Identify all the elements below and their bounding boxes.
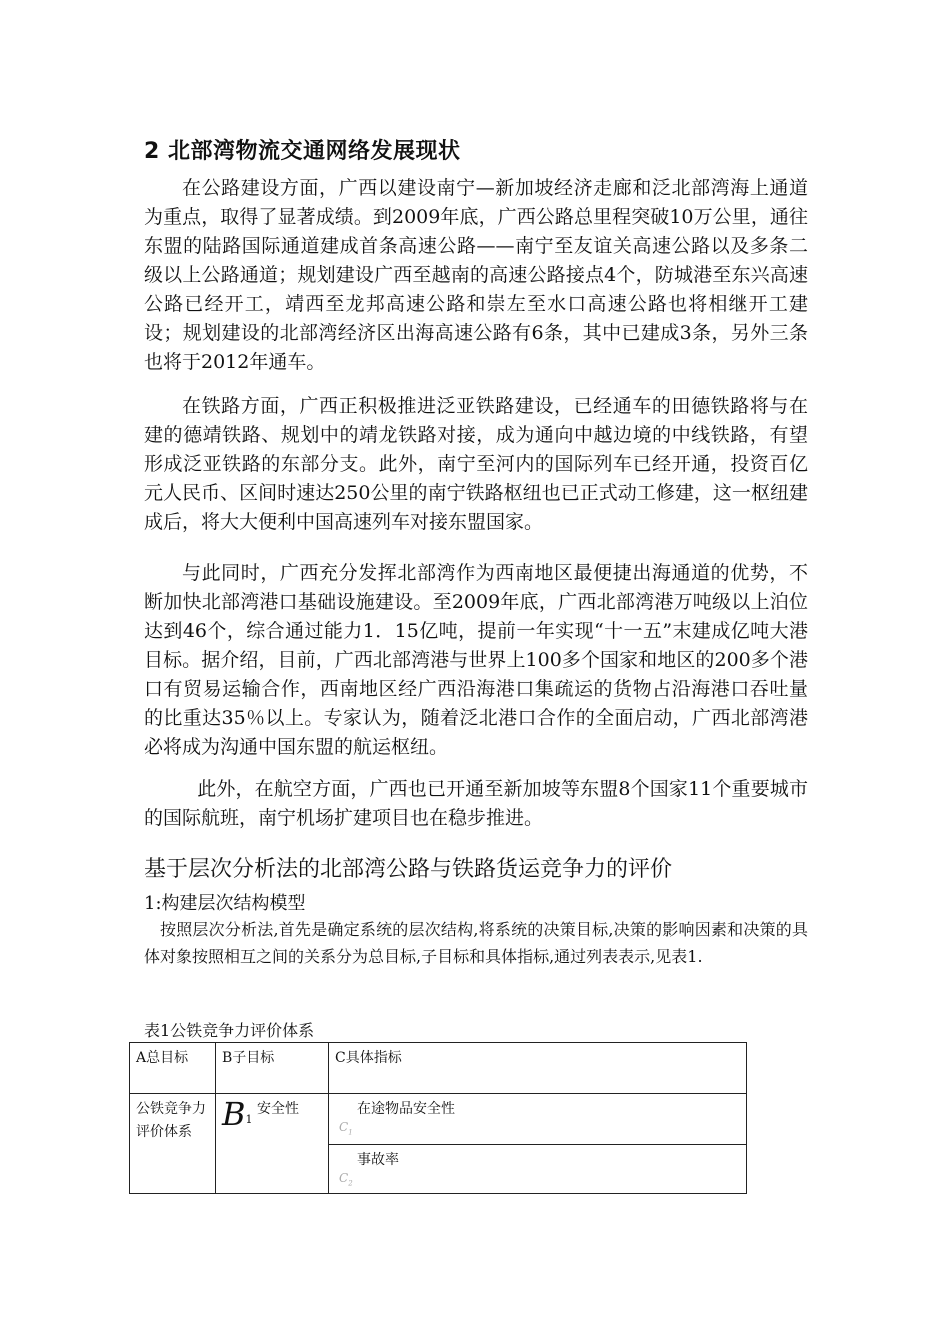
- table-header-row: [130, 1043, 747, 1094]
- paragraph-port: 与此同时，广西充分发挥北部湾作为西南地区最便捷出海通道的优势，不断加快北部湾港口基础设施建设。至2009年底，广西北部湾港万吨级以上泊位达到46个，综合通过能力1．15亿吨，提前一年实现“十一五”末建成亿吨大港目标。据介绍，目前，广西北部湾港与世界上100多个国家和地区的200多个港口有贸易运输合作，西南地区经广西沿海港口集疏运的货物占沿海港口吞吐量的比重达35％以上。专家认为，随着泛北港口合作的全面启动，广西北部湾港必将成为沟通中国东盟的航运枢纽。: [144, 562, 808, 758]
- step-title: 1:构建层次结构模型: [144, 893, 306, 914]
- step-paragraph: 按照层次分析法,首先是确定系统的层次结构,将系统的决策目标,决策的影响因素和决策的具体对象按照相互之间的关系分为总目标,子目标和具体指标,通过列表表示,见表1.: [144, 920, 808, 966]
- header-cell-a: A总目标: [130, 1043, 216, 1094]
- indicator-cell: [329, 1145, 747, 1194]
- paragraph-aviation: 此外，在航空方面，广西也已开通至新加坡等东盟8个国家11个重要城市的国际航班，南宁机场扩建项目也在稳步推进。: [144, 778, 808, 829]
- subgoal-label: 安全性: [256, 1101, 299, 1117]
- table-caption: 表1公铁竞争力评价体系: [144, 1021, 315, 1040]
- header-cell-c: C具体指标: [329, 1043, 747, 1094]
- subgoal-index: 1: [245, 1113, 253, 1126]
- subgoal-symbol: B: [222, 1095, 246, 1133]
- subgoal-cell: [216, 1094, 329, 1194]
- indicator-symbol: $C_1$: [339, 1120, 353, 1137]
- indicator-label: 在途物品安全性: [357, 1101, 455, 1117]
- paragraph-railway: 在铁路方面，广西正积极推进泛亚铁路建设，已经通车的田德铁路将与在建的德靖铁路、规划中的靖龙铁路对接，成为通向中越边境的中线铁路，有望形成泛亚铁路的东部分支。此外，南宁至河内的国际列车已经开通，投资百亿元人民币、区间时速达250公里的南宁铁路枢纽也已正式动工修建，这一枢纽建成后，将大大便利中国高速列车对接东盟国家。: [144, 395, 808, 533]
- indicator-label: 事故率: [357, 1152, 399, 1168]
- table-row: [130, 1094, 747, 1145]
- indicator-symbol: $C_2$: [339, 1171, 353, 1188]
- goal-cell: 公铁竞争力评价体系: [130, 1094, 216, 1194]
- header-cell-b: B子目标: [216, 1043, 329, 1094]
- evaluation-table: [129, 1042, 747, 1194]
- section-title: 2 北部湾物流交通网络发展现状: [144, 139, 461, 164]
- subsection-title: 基于层次分析法的北部湾公路与铁路货运竞争力的评价: [144, 857, 673, 882]
- indicator-cell: [329, 1094, 747, 1145]
- paragraph-highway: 在公路建设方面，广西以建设南宁—新加坡经济走廊和泛北部湾海上通道为重点，取得了显著成绩。到2009年底，广西公路总里程突破10万公里，通往东盟的陆路国际通道建成首条高速公路——南宁至友谊关高速公路以及多条二级以上公路通道；规划建设广西至越南的高速公路接点4个，防城港至东兴高速公路已经开工，靖西至龙邦高速公路和崇左至水口高速公路也将相继开工建设；规划建设的北部湾经济区出海高速公路有6条，其中已建成3条，另外三条也将于2012年通车。: [144, 177, 808, 373]
